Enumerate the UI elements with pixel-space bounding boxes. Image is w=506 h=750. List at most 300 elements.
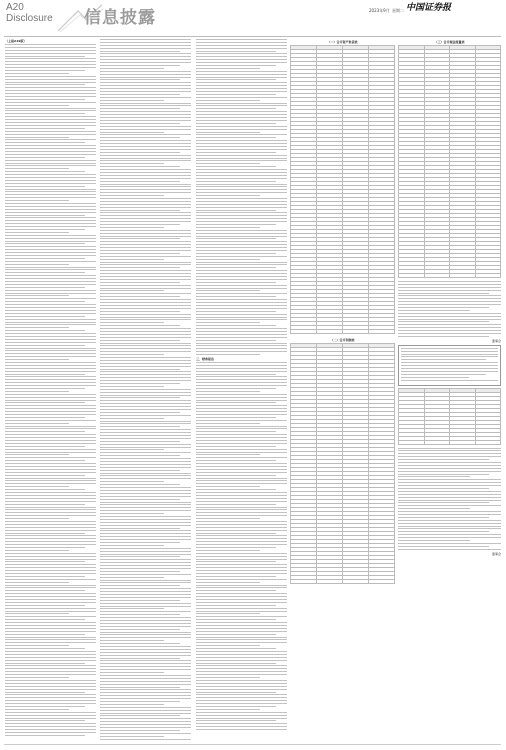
- text-line: [100, 499, 180, 500]
- text-line: [196, 192, 287, 193]
- text-line: [398, 523, 501, 524]
- text-line: [100, 403, 191, 404]
- text-line: [100, 707, 191, 708]
- text-line: [5, 498, 96, 499]
- text-line: [398, 284, 501, 285]
- text-line: [100, 305, 191, 306]
- text-line: [196, 365, 287, 366]
- text-line: [100, 655, 191, 656]
- text-line: [100, 296, 180, 297]
- footer-rule: [4, 744, 501, 745]
- text-line: [100, 302, 191, 303]
- text-line: [5, 408, 96, 409]
- signature: 董事会: [491, 338, 501, 343]
- text-line: [5, 608, 96, 609]
- text-line: [5, 131, 96, 132]
- text-line: [100, 51, 180, 52]
- text-line: [196, 305, 287, 306]
- issue-weekday: 星期二: [392, 8, 404, 13]
- column-2-body: [100, 39, 191, 740]
- text-line: [398, 448, 501, 449]
- text-line: [100, 374, 191, 375]
- text-line: [100, 545, 164, 546]
- text-line: [398, 471, 501, 472]
- table-cell: [343, 330, 369, 334]
- column-1: [5, 39, 96, 744]
- text-line: [196, 573, 287, 574]
- text-line: [100, 140, 191, 141]
- balance-sheet-table: [290, 45, 395, 334]
- text-line: [100, 496, 191, 497]
- text-line: [5, 108, 96, 109]
- text-line: [196, 452, 287, 453]
- text-line: [398, 494, 501, 495]
- text-line: [196, 322, 260, 323]
- text-line: [100, 447, 191, 448]
- text-line: [196, 53, 287, 54]
- text-line: [100, 634, 191, 635]
- text-line: [5, 457, 96, 458]
- table-title: （二）合并利润表: [330, 338, 355, 342]
- text-line: [196, 559, 287, 560]
- text-line: [100, 175, 191, 176]
- table-cell: [450, 440, 476, 444]
- text-line: [100, 267, 180, 268]
- text-line: [196, 382, 287, 383]
- text-line: [100, 357, 191, 358]
- table-cell: [450, 274, 476, 278]
- text-line: [196, 475, 276, 476]
- text-line: [5, 174, 96, 175]
- text-line: [398, 330, 501, 331]
- text-line: [5, 420, 96, 421]
- text-line: [196, 437, 287, 438]
- text-line: [100, 273, 191, 274]
- text-line: [100, 588, 191, 589]
- text-line: [5, 82, 96, 83]
- text-line: [5, 478, 96, 479]
- text-line: [398, 313, 501, 314]
- text-line: [100, 79, 180, 80]
- text-line: [196, 463, 287, 464]
- text-line: [100, 458, 191, 459]
- text-line: [196, 723, 287, 724]
- text-line: [100, 389, 191, 390]
- text-line: [196, 204, 287, 205]
- text-line: [196, 354, 260, 355]
- text-line: [398, 327, 501, 328]
- text-line: [100, 591, 191, 592]
- text-line: [100, 467, 191, 468]
- text-line: [5, 61, 96, 62]
- text-line: [196, 227, 260, 228]
- text-line: [398, 511, 501, 512]
- text-line: [196, 535, 287, 536]
- text-line: [196, 328, 287, 329]
- text-line: [5, 99, 85, 100]
- text-line: [5, 220, 96, 221]
- text-line: [196, 149, 287, 150]
- text-line: [196, 160, 287, 161]
- text-line: [100, 640, 164, 641]
- text-line: [401, 371, 498, 372]
- text-line: [5, 215, 85, 216]
- text-line: [100, 233, 191, 234]
- text-line: [196, 85, 287, 86]
- text-line: [401, 362, 498, 363]
- text-line: [398, 543, 501, 544]
- column-5-body-bottom: [398, 448, 501, 550]
- text-line: [5, 365, 96, 366]
- text-line: [100, 53, 191, 54]
- text-line: [100, 123, 180, 124]
- text-line: [196, 215, 287, 216]
- text-line: [100, 684, 191, 685]
- table-row: [399, 440, 501, 444]
- text-line: [401, 377, 469, 378]
- text-line: [5, 501, 96, 502]
- text-line: [196, 660, 287, 661]
- text-line: [196, 319, 287, 320]
- text-line: [5, 732, 96, 733]
- text-line: [100, 227, 164, 228]
- text-line: [100, 100, 164, 101]
- text-line: [401, 351, 498, 352]
- text-line: [196, 703, 287, 704]
- text-line: [5, 426, 96, 427]
- text-line: [5, 154, 96, 155]
- text-line: [196, 561, 276, 562]
- text-line: [5, 703, 96, 704]
- text-line: [196, 411, 287, 412]
- text-line: [196, 172, 287, 173]
- text-line: [5, 139, 96, 140]
- text-line: [398, 531, 489, 532]
- text-line: [398, 450, 501, 451]
- text-line: [100, 556, 180, 557]
- text-line: [100, 643, 180, 644]
- text-line: [5, 235, 96, 236]
- text-line: [100, 319, 191, 320]
- text-line: [398, 290, 501, 291]
- text-line: [5, 223, 96, 224]
- issue-date: 2023年9月: [369, 8, 390, 13]
- text-line: [196, 71, 287, 72]
- text-line: [5, 269, 96, 270]
- table-cell: [369, 330, 395, 334]
- text-line: [196, 62, 287, 63]
- text-line: [5, 307, 96, 308]
- text-line: [100, 733, 191, 734]
- text-line: [398, 465, 501, 466]
- text-line: [5, 718, 96, 719]
- text-line: [100, 473, 191, 474]
- text-line: [196, 39, 287, 40]
- text-line: [100, 449, 164, 450]
- text-line: [196, 492, 287, 493]
- text-line: [196, 628, 287, 629]
- notice-box: [398, 345, 501, 386]
- text-line: [100, 626, 191, 627]
- text-line: [100, 184, 191, 185]
- text-line: [5, 368, 96, 369]
- text-line: [5, 631, 96, 632]
- table-cell: [399, 274, 425, 278]
- text-line: [398, 497, 501, 498]
- text-line: [5, 148, 96, 149]
- text-line: [196, 642, 287, 643]
- text-line: [5, 385, 96, 386]
- text-line: [398, 479, 501, 480]
- text-line: [398, 526, 501, 527]
- table-cell: [424, 440, 450, 444]
- text-line: [100, 606, 191, 607]
- text-line: [5, 512, 96, 513]
- continuation-note: （上接A19版）: [5, 39, 27, 43]
- text-line: [5, 376, 96, 377]
- text-line: [100, 172, 191, 173]
- text-line: [196, 507, 287, 508]
- text-line: [100, 582, 191, 583]
- text-line: [100, 481, 164, 482]
- text-line: [5, 319, 96, 320]
- text-line: [100, 559, 191, 560]
- text-line: [5, 79, 96, 80]
- text-line: [5, 382, 96, 383]
- text-line: [5, 56, 85, 57]
- text-line: [196, 264, 287, 265]
- text-line: [100, 59, 191, 60]
- text-line: [5, 189, 96, 190]
- text-line: [100, 412, 180, 413]
- text-line: [196, 132, 260, 133]
- text-line: [5, 50, 96, 51]
- text-line: [196, 247, 287, 248]
- text-line: [100, 675, 191, 676]
- text-line: [100, 554, 191, 555]
- table-title: （三）合并现金流量表: [434, 40, 465, 44]
- text-line: [5, 76, 96, 77]
- text-line: [196, 686, 287, 687]
- text-line: [100, 308, 191, 309]
- text-line: [398, 537, 501, 538]
- text-line: [5, 73, 69, 74]
- text-line: [100, 646, 191, 647]
- text-line: [100, 695, 191, 696]
- text-line: [100, 181, 180, 182]
- text-line: [100, 487, 191, 488]
- text-line: [5, 272, 85, 273]
- text-line: [5, 674, 96, 675]
- section-name-en: Disclosure: [6, 13, 53, 24]
- text-line: [5, 359, 69, 360]
- text-line: [196, 720, 276, 721]
- text-line: [5, 400, 96, 401]
- text-line: [196, 201, 287, 202]
- text-line: [100, 56, 191, 57]
- text-line: [100, 530, 191, 531]
- text-line: [5, 492, 96, 493]
- text-line: [196, 668, 287, 669]
- text-line: [5, 255, 96, 256]
- text-line: [100, 351, 191, 352]
- text-line: [196, 212, 287, 213]
- text-line: [196, 337, 287, 338]
- text-line: [5, 660, 96, 661]
- text-line: [100, 713, 191, 714]
- text-line: [196, 186, 287, 187]
- text-line: [100, 189, 191, 190]
- text-line: [196, 671, 287, 672]
- text-line: [5, 469, 96, 470]
- text-line: [100, 542, 180, 543]
- table-cell: [475, 440, 501, 444]
- text-line: [196, 376, 287, 377]
- text-line: [5, 677, 69, 678]
- text-line: [5, 729, 96, 730]
- text-line: [398, 301, 501, 302]
- text-line: [196, 210, 276, 211]
- text-line: [5, 394, 96, 395]
- text-line: [100, 71, 191, 72]
- text-line: [398, 293, 489, 294]
- text-line: [196, 273, 287, 274]
- text-line: [5, 324, 96, 325]
- text-line: [196, 480, 287, 481]
- text-line: [100, 285, 191, 286]
- text-line: [5, 454, 69, 455]
- text-line: [5, 507, 96, 508]
- text-line: [100, 687, 180, 688]
- text-line: [196, 230, 287, 231]
- text-line: [5, 619, 85, 620]
- column-4: [290, 39, 395, 744]
- text-line: [196, 282, 276, 283]
- text-line: [100, 212, 191, 213]
- text-line: [398, 307, 489, 308]
- text-line: [196, 718, 287, 719]
- text-line: [100, 207, 191, 208]
- section-heading: 三、财务报告: [196, 356, 215, 361]
- text-line: [100, 721, 191, 722]
- text-line: [100, 452, 191, 453]
- text-line: [398, 528, 501, 529]
- text-line: [5, 249, 96, 250]
- text-line: [5, 611, 96, 612]
- text-line: [100, 539, 191, 540]
- text-line: [398, 459, 489, 460]
- text-line: [5, 712, 96, 713]
- newspaper-logo: 中国证券报: [406, 3, 452, 13]
- text-line: [196, 207, 287, 208]
- text-line: [196, 379, 287, 380]
- text-line: [196, 368, 287, 369]
- table-title: （一）合并资产负债表: [327, 40, 358, 44]
- text-line: [196, 137, 276, 138]
- text-line: [5, 602, 96, 603]
- text-line: [196, 262, 287, 263]
- text-line: [5, 191, 96, 192]
- text-line: [5, 509, 96, 510]
- text-line: [100, 435, 191, 436]
- text-line: [398, 517, 489, 518]
- text-line: [196, 276, 287, 277]
- text-line: [5, 345, 85, 346]
- text-line: [100, 117, 191, 118]
- text-line: [196, 530, 287, 531]
- text-line: [5, 264, 69, 265]
- text-line: [401, 359, 486, 360]
- text-line: [5, 527, 96, 528]
- text-line: [398, 304, 501, 305]
- text-line: [398, 546, 489, 547]
- text-line: [5, 605, 85, 606]
- text-line: [100, 299, 191, 300]
- text-line: [5, 668, 96, 669]
- text-line: [100, 279, 191, 280]
- text-line: [100, 623, 191, 624]
- text-line: [196, 483, 287, 484]
- text-line: [5, 371, 96, 372]
- text-line: [196, 515, 287, 516]
- text-line: [196, 521, 287, 522]
- text-line: [196, 314, 287, 315]
- text-line: [196, 709, 260, 710]
- text-line: [196, 729, 287, 730]
- text-line: [100, 383, 180, 384]
- text-line: [5, 356, 96, 357]
- text-line: [196, 397, 287, 398]
- text-line: [5, 692, 85, 693]
- column-2: [100, 39, 191, 744]
- text-line: [100, 380, 191, 381]
- text-line: [5, 726, 96, 727]
- text-line: [196, 605, 276, 606]
- text-line: [196, 259, 260, 260]
- text-line: [100, 114, 191, 115]
- text-line: [100, 519, 191, 520]
- text-line: [5, 561, 85, 562]
- notice-body: [401, 348, 498, 381]
- text-line: [196, 100, 260, 101]
- text-line: [196, 446, 276, 447]
- text-line: [5, 96, 96, 97]
- text-line: [100, 369, 180, 370]
- text-line: [100, 689, 191, 690]
- text-line: [196, 428, 287, 429]
- text-line: [100, 85, 191, 86]
- text-line: [196, 426, 287, 427]
- text-line: [196, 608, 287, 609]
- text-line: [196, 587, 287, 588]
- text-line: [5, 278, 96, 279]
- text-line: [100, 464, 191, 465]
- text-line: [398, 485, 501, 486]
- text-line: [196, 218, 287, 219]
- text-line: [5, 261, 96, 262]
- text-line: [5, 446, 85, 447]
- text-line: [5, 521, 96, 522]
- text-line: [5, 391, 69, 392]
- text-line: [100, 238, 180, 239]
- text-line: [100, 397, 180, 398]
- text-line: [196, 518, 260, 519]
- text-line: [100, 195, 164, 196]
- text-line: [100, 334, 191, 335]
- text-line: [5, 553, 96, 554]
- text-line: [100, 65, 180, 66]
- text-line: [100, 718, 191, 719]
